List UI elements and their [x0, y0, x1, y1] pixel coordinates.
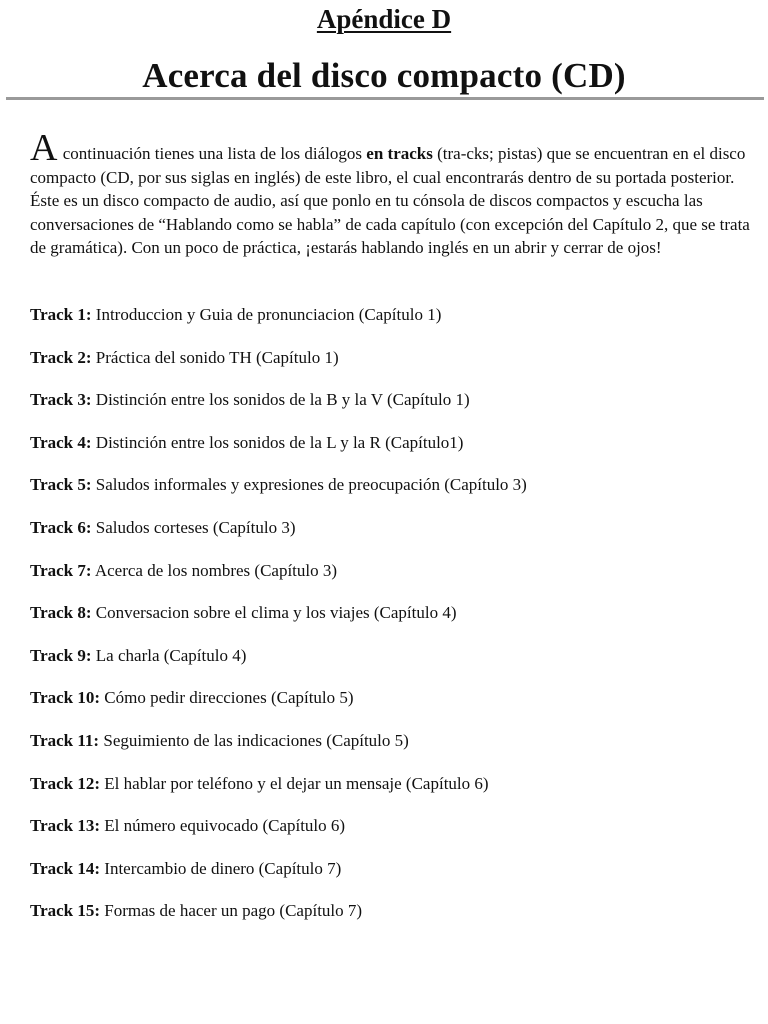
track-label: Track 14:	[30, 858, 101, 878]
track-label: Track 7:	[30, 560, 92, 580]
track-description: Conversacion sobre el clima y los viajes (Capítulo 4)	[91, 603, 457, 623]
track-label: Track 10:	[30, 688, 101, 708]
track-item	[30, 346, 750, 389]
track-description: Práctica del sonido TH (Capítulo 1)	[91, 347, 339, 367]
track-item	[30, 644, 750, 687]
track-label: Track 8:	[30, 603, 92, 623]
title-divider	[6, 97, 764, 100]
track-item	[30, 303, 750, 346]
track-item	[30, 516, 750, 559]
appendix-heading: Apéndice D	[316, 4, 452, 34]
track-description: Cómo pedir direcciones (Capítulo 5)	[100, 688, 354, 708]
intro-text-rest: (tra-cks; pistas) que se encuentran en el disco compacto (CD, por sus siglas en inglés) de este libro, el cual encontrarás dentro de su portada posterior. Éste es un disco compacto de audio, así que ponlo en tu cónsola de discos compactos y escucha las conversaciones de “Hablando como se habla” de cada capítulo (con excepción del Capítulo 2, que se trata de gramática). Con un poco de práctica, ¡estarás hablando inglés en un abrir y cerrar de ojos!	[30, 144, 750, 258]
page-title: Acerca del disco compacto (CD)	[142, 56, 626, 95]
track-item	[30, 899, 750, 942]
track-label: Track 4:	[30, 432, 92, 452]
track-item	[30, 729, 750, 772]
track-label: Track 12:	[30, 773, 101, 793]
track-item	[30, 601, 750, 644]
track-label: Track 1:	[30, 305, 92, 324]
track-description: Distinción entre los sonidos de la B y la V (Capítulo 1)	[91, 390, 470, 410]
track-label: Track 3:	[30, 390, 92, 410]
track-description: Formas de hacer un pago (Capítulo 7)	[100, 901, 363, 921]
dropcap-letter: A	[30, 127, 58, 169]
track-description: El hablar por teléfono y el dejar un mensaje (Capítulo 6)	[100, 773, 489, 793]
track-list	[30, 303, 750, 942]
track-item	[30, 814, 750, 857]
track-description: Intercambio de dinero (Capítulo 7)	[100, 858, 342, 878]
track-label: Track 13:	[30, 816, 101, 836]
track-item	[30, 857, 750, 900]
track-item	[30, 431, 750, 474]
track-item	[30, 388, 750, 431]
track-description: El número equivocado (Capítulo 6)	[100, 816, 346, 836]
intro-paragraph	[30, 127, 758, 260]
track-description: Saludos corteses (Capítulo 3)	[91, 517, 296, 537]
track-label: Track 5:	[30, 475, 92, 495]
track-item	[30, 772, 750, 815]
track-description: Acerca de los nombres (Capítulo 3)	[91, 560, 338, 580]
track-label: Track 15:	[30, 901, 101, 921]
track-label: Track 6:	[30, 517, 92, 537]
track-description: Introduccion y Guia de pronunciacion (Capítulo 1)	[91, 305, 442, 324]
track-item	[30, 559, 750, 602]
track-item	[30, 686, 750, 729]
track-description: La charla (Capítulo 4)	[91, 645, 247, 665]
track-item	[30, 473, 750, 516]
track-description: Distinción entre los sonidos de la L y la R (Capítulo1)	[91, 432, 464, 452]
track-label: Track 9:	[30, 645, 92, 665]
track-description: Seguimiento de las indicaciones (Capítulo 5)	[99, 730, 409, 750]
track-description: Saludos informales y expresiones de preocupación (Capítulo 3)	[91, 475, 527, 495]
track-label: Track 2:	[30, 347, 92, 367]
track-label: Track 11:	[30, 730, 100, 750]
intro-bold-term: en tracks	[366, 144, 433, 163]
intro-text-start: continuación tienes una lista de los diálogos	[58, 144, 367, 163]
